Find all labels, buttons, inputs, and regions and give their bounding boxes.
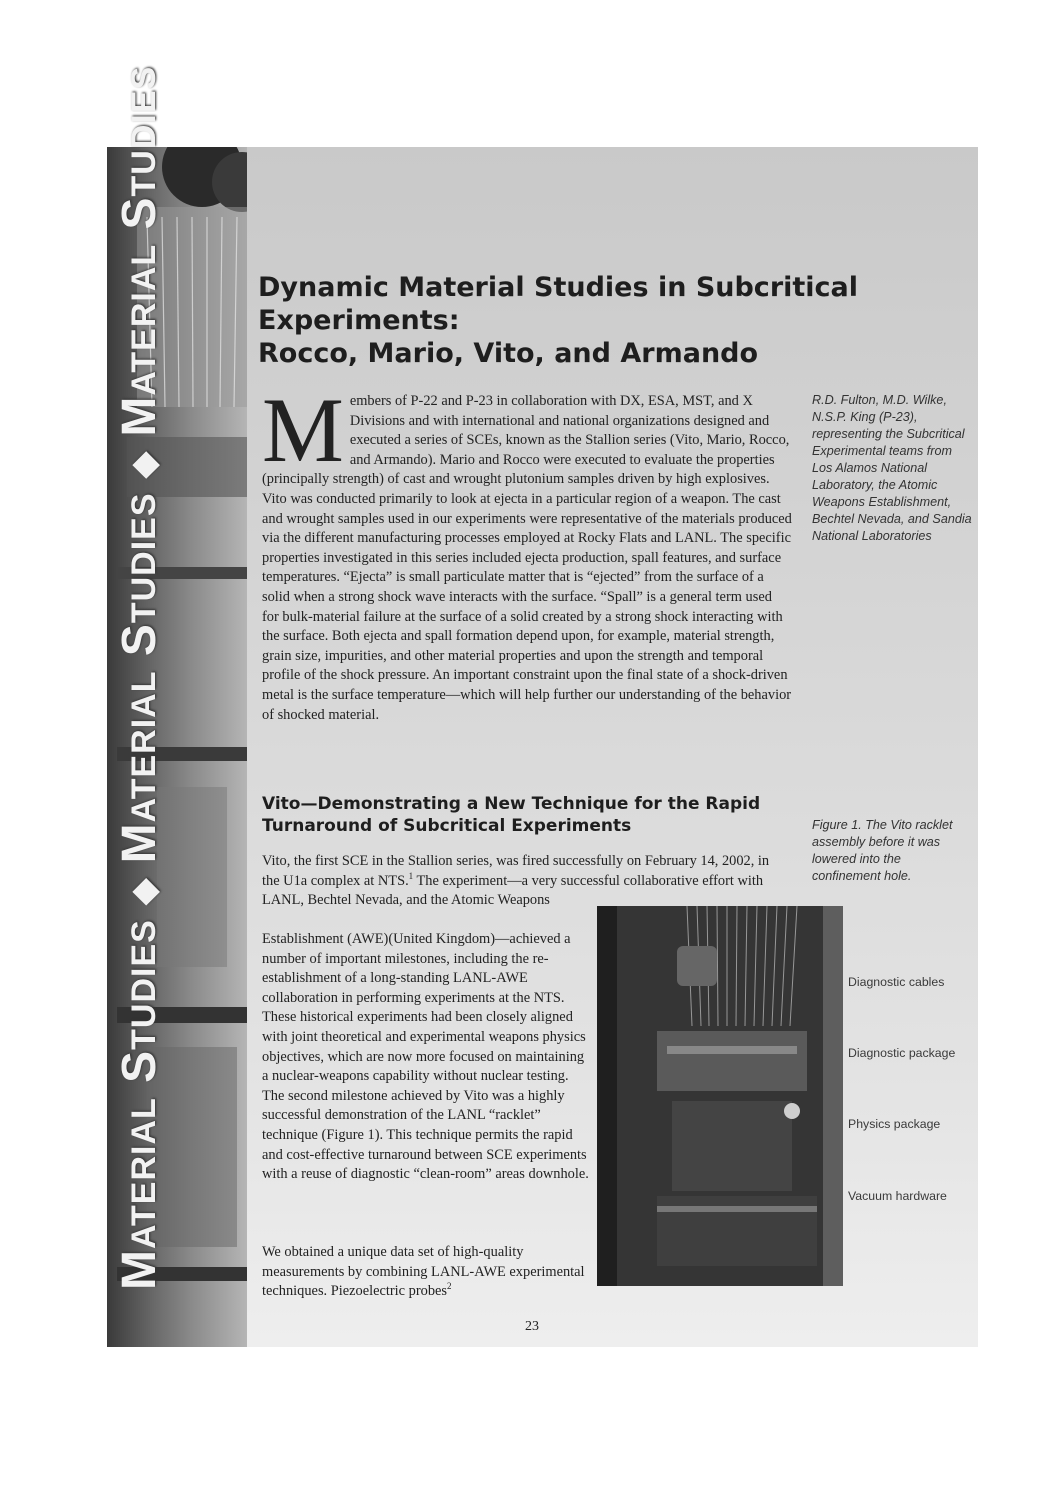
sidebar-word-3: MATERIAL — [113, 670, 166, 864]
body-paragraph-3 — [262, 1243, 592, 1302]
diamond-separator-icon: ◆ — [125, 450, 163, 479]
sidebar-title — [112, 65, 172, 1290]
body-paragraph-2: Establishment (AWE)(United Kingdom)—achieved a number of important milestones, including the re-establishment of a long-standing LANL-AWE collaboration in performing experiments at the NTS. These historical experiments had been closely aligned with joint theoretical and experimental weapons physics objectives, which are now more focused on maintaining a nuclear-weapons capability without nuclear testing. The second milestone achieved by Vito was a highly successful demonstration of the LANL “racklet” technique (Figure 1). This technique permits the rapid and cost-effective turnaround between SCE experiments with a reuse of diagnostic “clean-room” areas downhole. — [262, 931, 589, 1183]
footnote-ref-1: 1 — [408, 870, 414, 881]
article-title — [258, 271, 978, 370]
footnote-ref-2: 2 — [447, 1281, 452, 1292]
racklet-photo-graphic — [597, 906, 843, 1286]
label-diagnostic-package: Diagnostic package — [848, 1046, 956, 1060]
label-physics-package: Physics package — [848, 1117, 941, 1131]
sidebar-word-5: MATERIAL — [113, 243, 166, 437]
para1-text-a: Vito, the first SCE in the Stallion series, was fired successfully on February 14, 2002, in the U1a complex at NTS. — [262, 853, 770, 889]
title-line-2: Rocco, Mario, Vito, and Armando — [258, 338, 759, 369]
page-number: 23 — [525, 1319, 539, 1334]
author-credit: R.D. Fulton, M.D. Wilke, N.S.P. King (P-23), representing the Subcritical Experimental teams from Los Alamos National Laboratory, the Atomic Weapons Establishment, Bechtel Nevada, and Sandia National Laboratories — [812, 393, 972, 543]
body-paragraph-1 — [262, 852, 782, 911]
drop-cap: M — [262, 379, 344, 481]
figure-photo — [597, 906, 843, 1286]
title-line-1: Dynamic Material Studies in Subcritical Experiments: — [258, 272, 859, 336]
sidebar-word-2: STUDIES — [113, 919, 166, 1083]
intro-text: embers of P-22 and P-23 in collaboration with DX, ESA, MST, and X Divisions and with international and national organizations designed and executed a series of SCEs, known as the Stallion series (Vito, Mario, Rocco, and Armando). Mario and Rocco were executed to evaluate the properties (principally strength) of cast and wrought plutonium samples driven by high explosives. Vito was conducted primarily to look at ejecta in a particular region of a weapon. The cast and wrought samples used in our experiments were representative of the materials produced via the different manufacturing processes employed at Rocky Flats and LANL. The specific properties investigated in this series included ejecta production, spall features, and surface temperatures. “Ejecta” is small particulate matter that is “ejected” from the surface of a solid when a strong shock wave interacts with the surface. “Spall” is a general term used for bulk-material failure at the surface of a solid created by a strong shock interacting with the surface. Both ejecta and spall formation depend upon, for example, material strength, grain size, impurities, and other material properties and upon the strength and temporal profile of the shock pressure. An important constraint upon the final state of a shock-driven metal is the surface temperature—which will help further our understanding of the behavior of shocked material. — [262, 393, 792, 723]
figure-caption: Figure 1. The Vito racklet assembly before it was lowered into the confinement hole. — [812, 818, 953, 883]
para3-text: We obtained a unique data set of high-quality measurements by combining LANL-AWE experimental techniques. Piezoelectric probes — [262, 1244, 585, 1300]
label-vacuum-hardware: Vacuum hardware — [848, 1189, 947, 1203]
para1-text-b: The experiment—a very successful collaborative effort with LANL, Bechtel Nevada, and the Atomic Weapons — [262, 872, 764, 909]
diamond-separator-icon: ◆ — [125, 877, 163, 905]
intro-paragraph — [262, 379, 792, 725]
sidebar-word-4: STUDIES — [113, 492, 166, 657]
sidebar-word-6: STUDIES — [113, 65, 166, 230]
label-diagnostic-cables: Diagnostic cables — [848, 975, 945, 989]
sidebar-word-1: MATERIAL — [113, 1097, 166, 1290]
section-heading: Vito—Demonstrating a New Technique for the Rapid Turnaround of Subcritical Experiments — [262, 794, 761, 836]
